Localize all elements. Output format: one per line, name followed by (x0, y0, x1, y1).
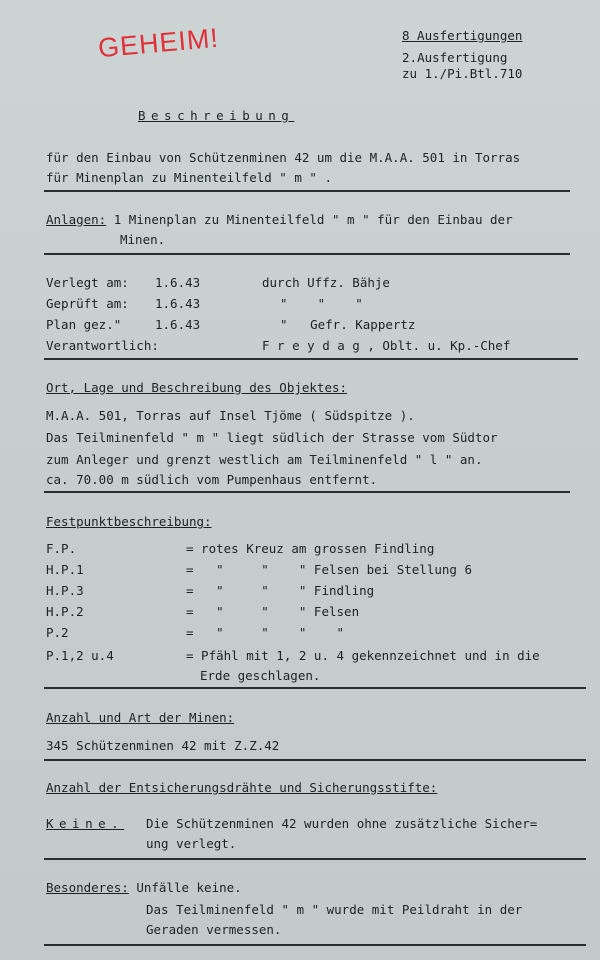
mines-text: 345 Schützenminen 42 mit Z.Z.42 (46, 738, 280, 753)
divider (44, 491, 570, 493)
record-by: " Gefr. Kappertz (280, 317, 416, 332)
divider (44, 858, 586, 860)
record-by: " " " (280, 296, 363, 311)
special-text: Unfälle keine. (128, 880, 242, 895)
record-date: 1.6.43 (155, 296, 201, 311)
copy-number (402, 50, 507, 65)
record-date: 1.6.43 (155, 275, 201, 290)
mines-heading: Anzahl und Art der Minen: (46, 710, 235, 725)
fixpoint-desc: = rotes Kreuz am grossen Findling (186, 541, 435, 556)
fixpoint-id: P.2 (46, 625, 69, 640)
attachments-line-1 (46, 212, 513, 227)
fixpoint-continuation: Erde geschlagen. (200, 668, 321, 683)
divider (44, 759, 586, 761)
divider (44, 358, 578, 360)
fixpoint-id: F.P. (46, 541, 77, 556)
location-heading: Ort, Lage und Beschreibung des Objektes: (46, 380, 348, 395)
wires-line-1: Die Schützenminen 42 wurden ohne zusätzliche Sicher= (146, 816, 538, 831)
location-line: Das Teilminenfeld " m " liegt südlich der Strasse vom Südtor (46, 430, 498, 445)
divider (44, 253, 570, 255)
intro-line-2: für Minenplan zu Minenteilfeld " m " . (46, 170, 332, 185)
fixpoint-desc: = " " " Felsen bei Stellung 6 (186, 562, 472, 577)
record-label: Geprüft am: (46, 296, 129, 311)
special-line-3: Geraden vermessen. (146, 922, 282, 937)
location-line: M.A.A. 501, Torras auf Insel Tjöme ( Südspitze ). (46, 408, 415, 423)
document-title: Beschreibung (138, 108, 295, 123)
intro-line-1: für den Einbau von Schützenminen 42 um die M.A.A. 501 in Torras (46, 150, 521, 165)
special-line-2: Das Teilminenfeld " m " wurde mit Peildraht in der (146, 902, 523, 917)
attachments-text: 1 Minenplan zu Minenteilfeld " m " für den Einbau der (106, 212, 513, 227)
attachments-line-2: Minen. (120, 232, 166, 247)
divider (44, 944, 586, 946)
fixpoint-desc: = " " " Felsen (186, 604, 360, 619)
copy-recipient: zu 1./Pi.Btl.710 (402, 66, 523, 81)
copy-number-value: 2. (402, 50, 418, 65)
fixpoint-id: P.1,2 u.4 (46, 648, 114, 663)
record-label: Plan gez." (46, 317, 122, 332)
fixpoint-desc: = " " " " (186, 625, 345, 640)
secret-stamp: GEHEIM! (96, 22, 221, 64)
fixpoint-id: H.P.1 (46, 562, 84, 577)
location-line: ca. 70.00 m südlich vom Pumpenhaus entfernt. (46, 472, 378, 487)
copies-count: 8 Ausfertigungen (402, 28, 523, 43)
wires-line-2: ung verlegt. (146, 836, 237, 851)
fixpoint-id: H.P.2 (46, 604, 84, 619)
fixpoints-heading: Festpunktbeschreibung: (46, 514, 212, 529)
wires-answer: Keine. (46, 816, 125, 831)
attachments-label: Anlagen: (46, 212, 107, 227)
copy-label: Ausfertigung (417, 50, 508, 65)
location-line: zum Anleger und grenzt westlich am Teilminenfeld " l " an. (46, 452, 483, 467)
wires-heading: Anzahl der Entsicherungsdrähte und Sicherungsstifte: (46, 780, 438, 795)
record-by: F r e y d a g , Oblt. u. Kp.-Chef (262, 338, 511, 353)
special-label: Besonderes: (46, 880, 129, 895)
record-label: Verantwortlich: (46, 338, 159, 353)
divider (44, 190, 570, 192)
record-date: 1.6.43 (155, 317, 201, 332)
fixpoint-id: H.P.3 (46, 583, 84, 598)
record-by: durch Uffz. Bähje (262, 275, 390, 290)
special-line-1 (46, 880, 242, 895)
record-label: Verlegt am: (46, 275, 129, 290)
fixpoint-desc: = " " " Findling (186, 583, 375, 598)
divider (44, 687, 586, 689)
fixpoint-desc: = Pfähl mit 1, 2 u. 4 gekennzeichnet und in die (186, 648, 540, 663)
